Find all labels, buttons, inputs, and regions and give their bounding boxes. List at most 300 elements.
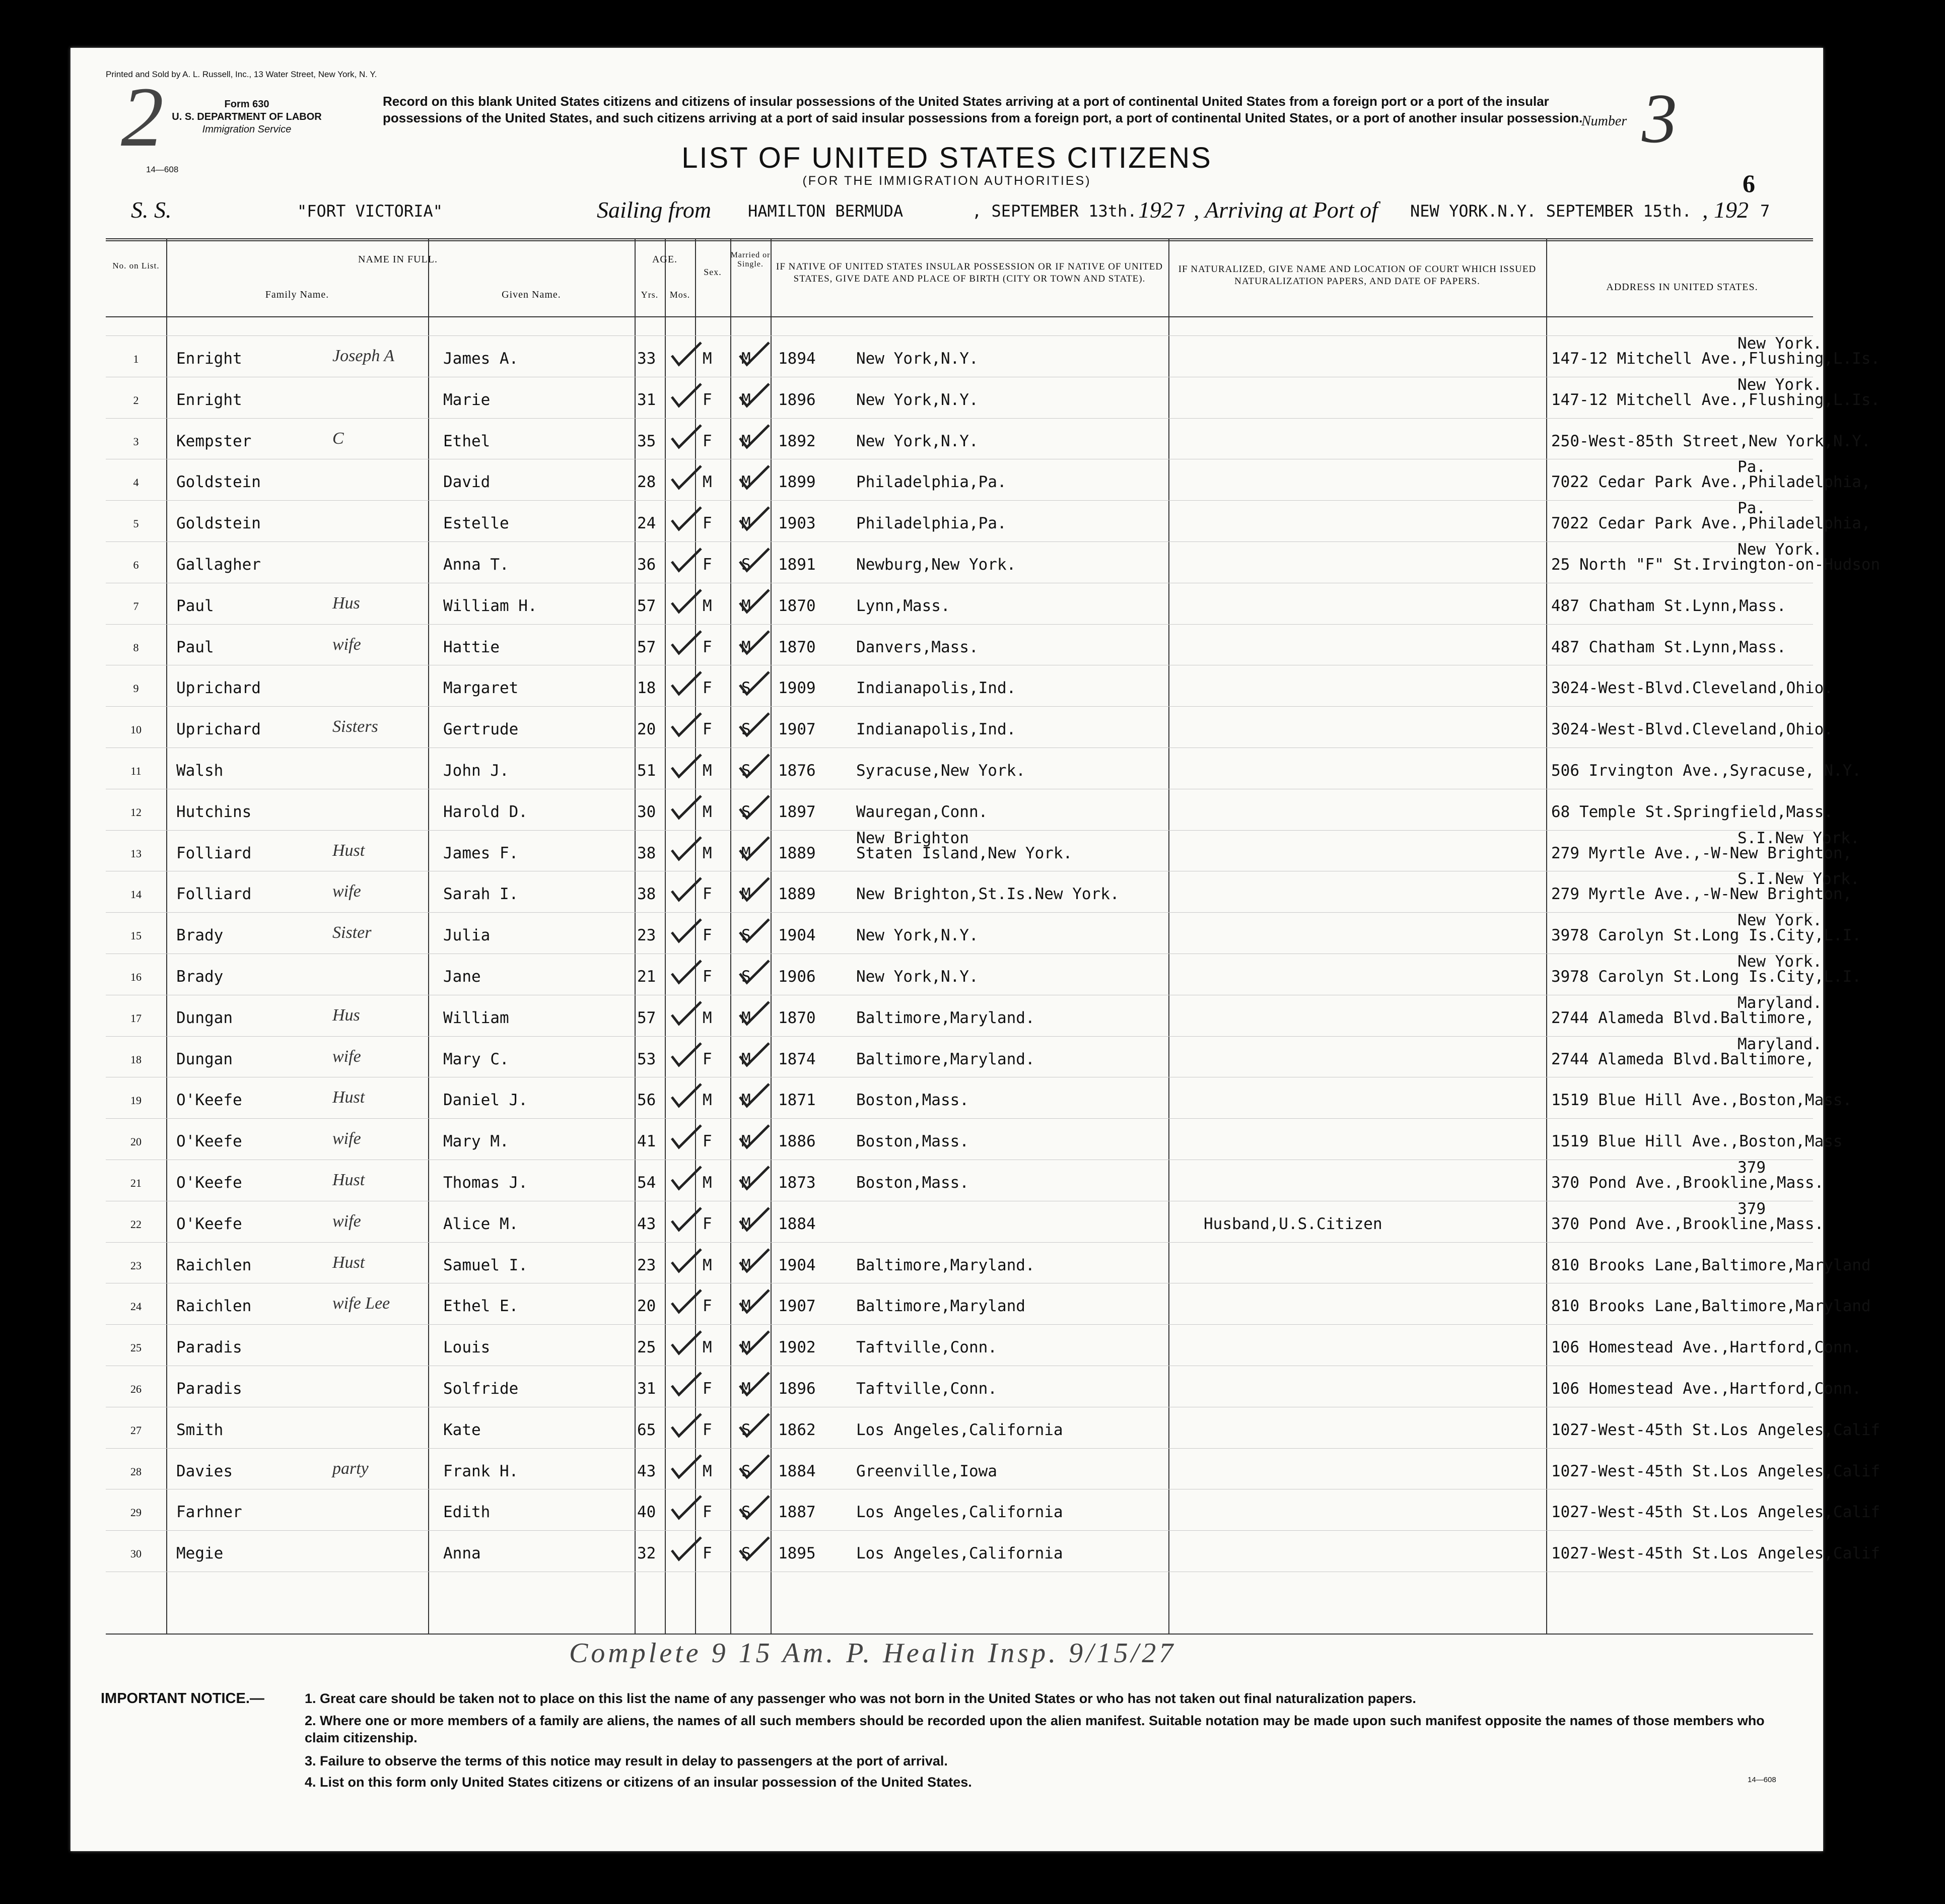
check-mark-icon <box>738 1494 771 1520</box>
birth-place: Baltimore,Maryland. <box>856 1050 1035 1068</box>
sex: F <box>703 1503 712 1522</box>
address: 1027-West-45th St.Los Angeles,Calif <box>1551 1503 1881 1522</box>
birth-year: 1884 <box>778 1214 816 1233</box>
address: 810 Brooks Lane,Baltimore,Maryland <box>1551 1256 1871 1274</box>
birth-place: Newburg,New York. <box>856 556 1016 574</box>
check-mark-icon <box>670 917 703 943</box>
birth-year: 1906 <box>778 968 816 986</box>
birth-year: 1870 <box>778 638 816 656</box>
check-mark-icon <box>670 1000 703 1026</box>
voyage-line <box>106 196 1813 232</box>
row-number: 16 <box>130 971 142 983</box>
inspector-completion-note: Complete 9 15 Am. P. Healin Insp. 9/15/27 <box>569 1638 1176 1669</box>
birth-year: 1909 <box>778 679 816 698</box>
naturalization: Husband,U.S.Citizen <box>1204 1214 1382 1233</box>
birth-year: 1871 <box>778 1091 816 1110</box>
birth-year: 1887 <box>778 1503 816 1522</box>
marital-status: M <box>741 432 751 450</box>
check-mark-icon <box>738 1041 771 1067</box>
family-name: Goldstein <box>176 473 261 492</box>
sail-year-prefix: 192 <box>1138 197 1173 223</box>
handwritten-note: Hust <box>332 1088 365 1107</box>
sex: F <box>703 514 712 533</box>
handwritten-note: wife <box>332 882 361 901</box>
table-row <box>106 1489 1881 1529</box>
address-line-2: New York. <box>1738 953 1822 971</box>
age-years: 54 <box>637 1174 656 1192</box>
check-mark-icon <box>738 1247 771 1273</box>
marital-status: M <box>741 1338 751 1357</box>
marital-status: M <box>741 350 751 368</box>
check-mark-icon <box>670 1494 703 1520</box>
col-header-given: Given Name. <box>502 289 561 300</box>
family-name: O'Keefe <box>176 1214 242 1233</box>
row-number: 3 <box>133 435 139 448</box>
check-mark-icon <box>738 464 771 490</box>
address: 106 Homestead Ave.,Hartford,Conn. <box>1551 1380 1861 1398</box>
check-mark-icon <box>738 547 771 573</box>
age-years: 43 <box>637 1214 656 1233</box>
check-mark-icon <box>670 753 703 779</box>
ss-label: S. S. <box>131 197 172 223</box>
row-number: 13 <box>130 847 142 860</box>
table-row <box>106 540 1881 582</box>
family-name: Dungan <box>176 1050 233 1068</box>
address: 25 North "F" St.Irvington-on-Hudson <box>1551 556 1881 574</box>
given-name: William <box>443 1008 509 1027</box>
age-years: 38 <box>637 844 656 862</box>
birth-place: Danvers,Mass. <box>856 638 979 656</box>
row-number: 29 <box>130 1506 142 1519</box>
table-row <box>106 1159 1824 1200</box>
row-number: 5 <box>133 517 139 530</box>
address: 147-12 Mitchell Ave.,Flushing,L.Is. <box>1551 350 1881 368</box>
address: 1519 Blue Hill Ave.,Boston,Mass. <box>1551 1091 1852 1110</box>
birth-year: 1894 <box>778 350 816 368</box>
arrival-port: NEW YORK.N.Y. SEPTEMBER 15th. <box>1410 201 1692 221</box>
check-mark-icon <box>670 1082 703 1108</box>
handwritten-note: wife <box>332 1129 361 1148</box>
table-row <box>106 953 1861 994</box>
age-years: 57 <box>637 596 656 615</box>
check-mark-icon <box>670 1535 703 1561</box>
birth-place: Baltimore,Maryland. <box>856 1256 1035 1274</box>
marital-status: S <box>741 1503 751 1522</box>
age-years: 23 <box>637 926 656 945</box>
check-mark-icon <box>738 382 771 408</box>
address: 106 Homestead Ave.,Hartford,Conn. <box>1551 1338 1861 1357</box>
check-mark-icon <box>738 1288 771 1314</box>
table-row <box>106 458 1871 499</box>
age-years: 65 <box>637 1420 656 1439</box>
service: Immigration Service <box>202 124 292 135</box>
table-row <box>106 993 1822 1035</box>
birth-year: 1891 <box>778 556 816 574</box>
table-row <box>106 1283 1871 1323</box>
address: 487 Chatham St.Lynn,Mass. <box>1551 596 1786 615</box>
address-line-2: New York. <box>1738 334 1822 353</box>
row-number: 10 <box>130 723 142 736</box>
address-line-2: Maryland. <box>1738 1035 1822 1053</box>
family-name: Enright <box>176 350 242 368</box>
check-mark-icon <box>738 505 771 531</box>
department: U. S. DEPARTMENT OF LABOR <box>172 111 322 122</box>
address: 2744 Alameda Blvd.Baltimore, <box>1551 1050 1815 1068</box>
page-subtitle: (FOR THE IMMIGRATION AUTHORITIES) <box>802 174 1091 188</box>
marital-status: S <box>741 556 751 574</box>
sex: M <box>703 350 712 368</box>
address: 810 Brooks Lane,Baltimore,Maryland <box>1551 1297 1871 1316</box>
family-name: O'Keefe <box>176 1091 242 1110</box>
table-top-rule <box>106 238 1813 239</box>
notice-heading: IMPORTANT NOTICE.— <box>101 1690 264 1707</box>
address: 147-12 Mitchell Ave.,Flushing,L.Is. <box>1551 390 1881 409</box>
birth-year: 1895 <box>778 1544 816 1563</box>
sex: M <box>703 1008 712 1027</box>
age-years: 35 <box>637 432 656 450</box>
birth-place: Boston,Mass. <box>856 1132 969 1151</box>
birth-year: 1889 <box>778 885 816 904</box>
sex: M <box>703 1462 712 1480</box>
marital-status: M <box>741 638 751 656</box>
sex: M <box>703 844 712 862</box>
birth-year: 1884 <box>778 1462 816 1480</box>
address: 1027-West-45th St.Los Angeles,Calif <box>1551 1462 1881 1480</box>
age-years: 56 <box>637 1091 656 1110</box>
marital-status: S <box>741 1544 751 1563</box>
family-name: Goldstein <box>176 514 261 533</box>
col-header-sex: Sex. <box>704 267 722 277</box>
age-years: 57 <box>637 1008 656 1027</box>
age-years: 25 <box>637 1338 656 1357</box>
sex: F <box>703 679 712 698</box>
arrive-year-prefix: , 192 <box>1702 197 1749 223</box>
birth-place: Indianapolis,Ind. <box>856 720 1016 739</box>
sex: F <box>703 1132 712 1151</box>
marital-status: M <box>741 1050 751 1068</box>
address: 3024-West-Blvd.Cleveland,Ohio. <box>1551 679 1833 698</box>
table-row <box>106 1077 1852 1117</box>
given-name: Ethel <box>443 432 491 450</box>
sex: M <box>703 1174 712 1192</box>
arrive-year-suffix: 7 <box>1760 201 1770 221</box>
marital-status: S <box>741 1462 751 1480</box>
address: 370 Pond Ave.,Brookline,Mass. <box>1551 1174 1824 1192</box>
table-row <box>106 665 1833 705</box>
row-number: 26 <box>130 1383 142 1395</box>
table-row <box>106 870 1860 911</box>
family-name: Uprichard <box>176 679 261 698</box>
notice-item-4: 4. List on this form only United States citizens or citizens of an insular possession of the United States. <box>305 1775 972 1790</box>
age-years: 30 <box>637 802 656 821</box>
row-number: 9 <box>133 682 139 695</box>
sex: M <box>703 1256 712 1274</box>
birth-year: 1897 <box>778 802 816 821</box>
page-title: LIST OF UNITED STATES CITIZENS <box>681 142 1212 174</box>
marital-status: S <box>741 1420 751 1439</box>
handwritten-note: Sister <box>332 923 372 942</box>
birth-place: Boston,Mass. <box>856 1091 969 1110</box>
row-number: 20 <box>130 1135 142 1148</box>
check-mark-icon <box>738 1123 771 1149</box>
birth-place: Los Angeles,California <box>856 1503 1063 1522</box>
table-row <box>106 789 1833 829</box>
given-name: Estelle <box>443 514 509 533</box>
row-number: 30 <box>130 1547 142 1560</box>
family-name: Megie <box>176 1544 224 1563</box>
table-row <box>106 829 1860 870</box>
age-years: 32 <box>637 1544 656 1563</box>
printer-credit: Printed and Sold by A. L. Russell, Inc., 13 Water Street, New York, N. Y. <box>106 70 377 79</box>
check-mark-icon <box>738 1000 771 1026</box>
check-mark-icon <box>670 711 703 737</box>
address: 68 Temple St.Springfield,Mass. <box>1551 802 1833 821</box>
marital-status: M <box>741 1008 751 1027</box>
birth-year: 1886 <box>778 1132 816 1151</box>
age-years: 31 <box>637 1380 656 1398</box>
given-name: James F. <box>443 844 519 862</box>
check-mark-icon <box>738 1453 771 1479</box>
col-header-yrs: Yrs. <box>641 290 659 300</box>
check-mark-icon <box>738 794 771 820</box>
row-number: 8 <box>133 641 139 654</box>
check-mark-icon <box>670 382 703 408</box>
check-mark-icon <box>670 1165 703 1191</box>
birth-place: Taftville,Conn. <box>856 1338 997 1357</box>
birth-place: Philadelphia,Pa. <box>856 514 1007 533</box>
table-row <box>106 1324 1861 1365</box>
birth-place: New York,N.Y. <box>856 926 979 945</box>
given-name: Kate <box>443 1420 481 1439</box>
age-years: 21 <box>637 968 656 986</box>
check-mark-icon <box>670 629 703 655</box>
address: 3024-West-Blvd.Cleveland,Ohio. <box>1551 720 1833 739</box>
marital-status: S <box>741 926 751 945</box>
marital-status: M <box>741 390 751 409</box>
given-name: Gertrude <box>443 720 519 739</box>
birth-place: Greenville,Iowa <box>856 1462 997 1480</box>
birth-place: New York,N.Y. <box>856 350 979 368</box>
handwritten-note: wife Lee <box>332 1294 390 1313</box>
check-mark-icon <box>738 341 771 367</box>
address: 2744 Alameda Blvd.Baltimore, <box>1551 1008 1815 1027</box>
birth-place: New York,N.Y. <box>856 968 979 986</box>
address: 3978 Carolyn St.Long Is.City,L.I. <box>1551 968 1861 986</box>
family-name: Brady <box>176 968 224 986</box>
birth-year: 1904 <box>778 1256 816 1274</box>
sex: F <box>703 1297 712 1316</box>
table-row <box>106 1118 1843 1159</box>
birth-place: New York,N.Y. <box>856 390 979 409</box>
sex: F <box>703 638 712 656</box>
family-name: Paradis <box>176 1338 242 1357</box>
marital-status: S <box>741 679 751 698</box>
birth-place: Boston,Mass. <box>856 1174 969 1192</box>
check-mark-icon <box>738 629 771 655</box>
given-name: Margaret <box>443 679 519 698</box>
number-label: Number <box>1581 113 1627 129</box>
family-name: Folliard <box>176 885 252 904</box>
marital-status: M <box>741 1174 751 1192</box>
check-mark-icon <box>670 1371 703 1397</box>
marital-status: S <box>741 720 751 739</box>
form-department-block <box>106 98 388 136</box>
sex: F <box>703 1050 712 1068</box>
table-row <box>106 583 1813 623</box>
age-years: 24 <box>637 514 656 533</box>
birth-place: Los Angeles,California <box>856 1544 1063 1563</box>
table-row <box>106 706 1833 746</box>
age-years: 41 <box>637 1132 656 1151</box>
marital-status: M <box>741 844 751 862</box>
row-number: 25 <box>130 1341 142 1354</box>
given-name: Sarah I. <box>443 885 519 904</box>
col-header-name: NAME IN FULL. <box>358 254 438 265</box>
family-name: Walsh <box>176 762 224 780</box>
row-number: 2 <box>133 393 139 406</box>
birth-year: 1876 <box>778 762 816 780</box>
given-name: Hattie <box>443 638 500 656</box>
table-row <box>106 499 1871 540</box>
sex: M <box>703 473 712 492</box>
address-line-2: S.I.New York. <box>1738 870 1860 889</box>
given-name: Anna T. <box>443 556 509 574</box>
ship-name: "FORT VICTORIA" <box>297 201 443 221</box>
row-number: 22 <box>130 1217 142 1231</box>
birth-place: Indianapolis,Ind. <box>856 679 1016 698</box>
family-name: Uprichard <box>176 720 261 739</box>
marital-status: M <box>741 885 751 904</box>
birth-year: 1889 <box>778 844 816 862</box>
birth-year: 1873 <box>778 1174 816 1192</box>
col-header-age: AGE. <box>652 254 678 265</box>
check-mark-icon <box>738 588 771 614</box>
col-header-family: Family Name. <box>265 289 329 300</box>
check-mark-icon <box>738 670 771 696</box>
col-header-no: No. on List. <box>112 261 160 270</box>
given-name: William H. <box>443 596 537 615</box>
check-mark-icon <box>738 753 771 779</box>
birth-place: Los Angeles,California <box>856 1420 1063 1439</box>
birth-place-line-2: New Brighton <box>856 829 969 847</box>
row-number: 1 <box>133 353 139 365</box>
check-mark-icon <box>670 547 703 573</box>
table-bottom-rule <box>106 1634 1813 1635</box>
given-name: Harold D. <box>443 802 528 821</box>
check-mark-icon <box>670 1206 703 1232</box>
given-name: Mary M. <box>443 1132 509 1151</box>
check-mark-icon <box>670 1329 703 1355</box>
sex: M <box>703 762 712 780</box>
marital-status: M <box>741 1297 751 1316</box>
family-name: Davies <box>176 1462 233 1480</box>
family-name: Brady <box>176 926 224 945</box>
check-mark-icon <box>738 1165 771 1191</box>
marital-status: M <box>741 514 751 533</box>
age-years: 31 <box>637 390 656 409</box>
form-code: 14—608 <box>146 165 179 174</box>
birth-year: 1870 <box>778 596 816 615</box>
col-header-mos: Mos. <box>669 290 690 300</box>
birth-year: 1902 <box>778 1338 816 1357</box>
address: 1027-West-45th St.Los Angeles,Calif <box>1551 1544 1881 1563</box>
row-number: 11 <box>130 765 142 777</box>
family-name: O'Keefe <box>176 1132 242 1151</box>
check-mark-icon <box>670 670 703 696</box>
given-name: Mary C. <box>443 1050 509 1068</box>
address: 7022 Cedar Park Ave.,Philadelphia, <box>1551 514 1871 533</box>
table-row <box>106 1448 1881 1488</box>
check-mark-icon <box>670 464 703 490</box>
sex: F <box>703 1214 712 1233</box>
row-number: 14 <box>130 888 142 901</box>
row-number: 24 <box>130 1300 142 1313</box>
sex: M <box>703 596 712 615</box>
sail-year-suffix: 7 <box>1176 201 1186 221</box>
given-name: James A. <box>443 350 519 368</box>
table-header-rule <box>106 316 1813 317</box>
birth-year: 1874 <box>778 1050 816 1068</box>
address-line-2: Pa. <box>1738 458 1766 477</box>
family-name: Paradis <box>176 1380 242 1398</box>
marital-status: S <box>741 802 751 821</box>
record-instructions: Record on this blank United States citizens and citizens of insular possessions of the United States arriving at a port of continental United States from a foreign port or a port of the insular possessions of the United States, and such citizens arriving at a port of said insular possessions from a foreign port, a port of continental United States, or a port of another insular possession. <box>383 94 1583 125</box>
handwritten-note: wife <box>332 635 361 654</box>
address: 506 Irvington Ave.,Syracuse, N.Y. <box>1551 762 1861 780</box>
age-years: 20 <box>637 720 656 739</box>
age-years: 43 <box>637 1462 656 1480</box>
check-mark-icon <box>738 1412 771 1438</box>
marital-status: S <box>741 762 751 780</box>
sex: F <box>703 926 712 945</box>
table-row <box>106 1242 1871 1282</box>
birth-place: Syracuse,New York. <box>856 762 1025 780</box>
given-name: Jane <box>443 968 481 986</box>
check-mark-icon <box>670 876 703 902</box>
given-name: Louis <box>443 1338 491 1357</box>
family-name: Paul <box>176 596 214 615</box>
given-name: Edith <box>443 1503 491 1522</box>
family-name: Smith <box>176 1420 224 1439</box>
sex: M <box>703 802 712 821</box>
check-mark-icon <box>738 1082 771 1108</box>
sex: M <box>703 1091 712 1110</box>
handwritten-corner-mark: 2 <box>121 70 164 164</box>
birth-place: Baltimore,Maryland. <box>856 1008 1035 1027</box>
marital-status: M <box>741 473 751 492</box>
table-row <box>106 418 1871 458</box>
col-header-naturalized: IF NATURALIZED, GIVE NAME AND LOCATION OF COURT WHICH ISSUED NATURALIZATION PAPERS, AND DATE OF PAPERS. <box>1178 264 1537 287</box>
birth-year: 1903 <box>778 514 816 533</box>
check-mark-icon <box>738 835 771 861</box>
family-name: Folliard <box>176 844 252 862</box>
row-number: 6 <box>133 559 139 571</box>
form-number: Form 630 <box>224 99 269 110</box>
page-number: 6 <box>1743 169 1755 197</box>
handwritten-note: Hus <box>332 593 360 613</box>
age-years: 18 <box>637 679 656 698</box>
address: 370 Pond Ave.,Brookline,Mass. <box>1551 1214 1824 1233</box>
age-years: 38 <box>637 885 656 904</box>
row-number: 21 <box>130 1177 142 1189</box>
birth-year: 1899 <box>778 473 816 492</box>
col-header-address: ADDRESS IN UNITED STATES. <box>1606 282 1758 293</box>
col-header-native: IF NATIVE OF UNITED STATES INSULAR POSSESSION OR IF NATIVE OF UNITED STATES, GIVE DATE AND PLACE OF BIRTH (CITY OR TOWN AND STATE). <box>776 261 1163 284</box>
given-name: Ethel E. <box>443 1297 519 1316</box>
address: 279 Myrtle Ave.,-W-New Brighton, <box>1551 885 1852 904</box>
given-name: Alice M. <box>443 1214 519 1233</box>
row-number: 23 <box>130 1259 142 1272</box>
